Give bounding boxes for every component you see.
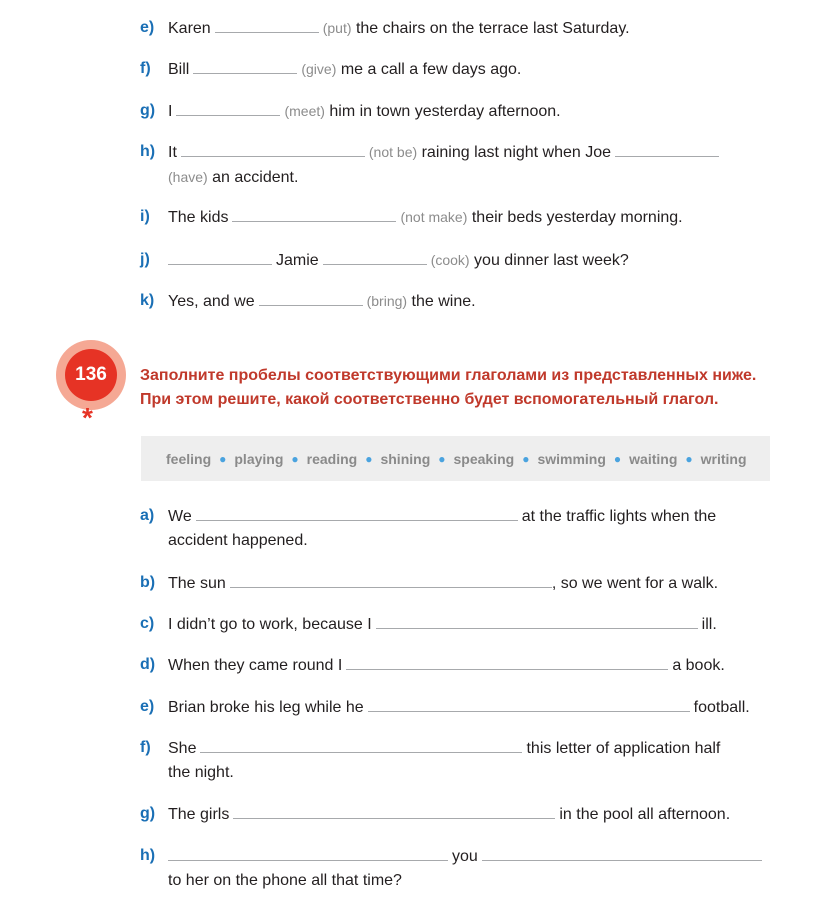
verb-hint: (not make) bbox=[400, 209, 468, 225]
item-text: raining last night when Joe bbox=[421, 144, 612, 161]
verb-hint: (put) bbox=[322, 20, 352, 36]
item-text: Brian broke his leg while he bbox=[168, 699, 364, 716]
word-bank bbox=[141, 436, 770, 481]
answer-blank[interactable] bbox=[259, 291, 363, 306]
item-text: I didn’t go to work, because I bbox=[168, 616, 372, 633]
answer-blank[interactable] bbox=[232, 207, 396, 222]
answer-blank[interactable] bbox=[176, 101, 280, 116]
item-text: Karen bbox=[168, 20, 211, 37]
item-text: you bbox=[452, 848, 478, 865]
item-label: i) bbox=[140, 208, 150, 225]
answer-blank[interactable] bbox=[200, 738, 522, 753]
word-bank-item: reading bbox=[306, 450, 358, 467]
item-text: When they came round I bbox=[168, 657, 343, 674]
item-text: It bbox=[168, 144, 177, 161]
answer-blank[interactable] bbox=[482, 846, 762, 861]
item-label: e) bbox=[140, 19, 155, 36]
item-label: j) bbox=[140, 251, 150, 268]
item-text: She bbox=[168, 740, 197, 757]
bullet-icon: ● bbox=[365, 451, 373, 466]
item-text: Jamie bbox=[276, 252, 319, 269]
answer-blank[interactable] bbox=[615, 142, 719, 157]
exercise-number: 136 bbox=[65, 349, 117, 401]
item-text: an accident. bbox=[212, 169, 299, 186]
instruction-line-2: При этом решите, какой соответственно будет вспомогательный глагол. bbox=[140, 391, 719, 408]
bullet-icon: ● bbox=[522, 451, 530, 466]
answer-blank[interactable] bbox=[215, 18, 319, 33]
item-text: accident happened. bbox=[168, 532, 308, 549]
bullet-icon: ● bbox=[219, 451, 227, 466]
answer-blank[interactable] bbox=[168, 250, 272, 265]
verb-hint: (give) bbox=[301, 61, 337, 77]
item-text: a book. bbox=[672, 657, 725, 674]
item-text: The kids bbox=[168, 209, 229, 226]
item-text: me a call a few days ago. bbox=[340, 61, 522, 78]
word-bank-item: speaking bbox=[453, 450, 515, 467]
word-bank-item: playing bbox=[234, 450, 284, 467]
answer-blank[interactable] bbox=[376, 614, 698, 629]
item-text: Yes, and we bbox=[168, 293, 255, 310]
item-label: f) bbox=[140, 60, 151, 77]
answer-blank[interactable] bbox=[323, 250, 427, 265]
item-text: you dinner last week? bbox=[474, 252, 629, 269]
verb-hint: (have) bbox=[168, 169, 208, 185]
item-label: d) bbox=[140, 656, 156, 673]
item-text: The sun bbox=[168, 575, 226, 592]
item-text: , so we went for a walk. bbox=[551, 575, 719, 592]
item-text: the wine. bbox=[411, 293, 476, 310]
difficulty-star-icon: * bbox=[82, 402, 93, 433]
item-label: g) bbox=[140, 805, 156, 822]
answer-blank[interactable] bbox=[230, 573, 552, 588]
word-bank-item: feeling bbox=[166, 450, 212, 467]
word-bank-item: waiting bbox=[629, 450, 678, 467]
item-label: b) bbox=[140, 574, 156, 591]
word-bank-item: writing bbox=[700, 450, 747, 467]
item-text: football. bbox=[693, 699, 750, 716]
item-text: the night. bbox=[168, 764, 234, 781]
item-label: e) bbox=[140, 698, 155, 715]
item-text: the chairs on the terrace last Saturday. bbox=[355, 20, 630, 37]
bullet-icon: ● bbox=[438, 451, 446, 466]
item-label: a) bbox=[140, 507, 155, 524]
verb-hint: (meet) bbox=[284, 103, 325, 119]
verb-hint: (bring) bbox=[366, 293, 408, 309]
item-label: f) bbox=[140, 739, 151, 756]
bullet-icon: ● bbox=[685, 451, 693, 466]
item-text: in the pool all afternoon. bbox=[559, 806, 731, 823]
answer-blank[interactable] bbox=[181, 142, 365, 157]
word-bank-item: shining bbox=[380, 450, 431, 467]
verb-hint: (cook) bbox=[430, 252, 470, 268]
verb-hint: (not be) bbox=[368, 144, 418, 160]
item-text: We bbox=[168, 508, 192, 525]
item-text: ill. bbox=[701, 616, 717, 633]
item-text: The girls bbox=[168, 806, 230, 823]
word-bank-item: swimming bbox=[537, 450, 606, 467]
bullet-icon: ● bbox=[291, 451, 299, 466]
answer-blank[interactable] bbox=[346, 655, 668, 670]
item-label: g) bbox=[140, 102, 156, 119]
item-label: h) bbox=[140, 847, 156, 864]
item-text: to her on the phone all that time? bbox=[168, 872, 402, 889]
item-text: their beds yesterday morning. bbox=[471, 209, 683, 226]
item-label: c) bbox=[140, 615, 155, 632]
item-text: him in town yesterday afternoon. bbox=[329, 103, 561, 120]
answer-blank[interactable] bbox=[193, 59, 297, 74]
bullet-icon: ● bbox=[613, 451, 622, 466]
item-label: k) bbox=[140, 292, 155, 309]
item-text: I bbox=[168, 103, 173, 120]
instruction-line-1: Заполните пробелы соответствующими глаголами из представленных ниже. bbox=[140, 367, 757, 384]
item-label: h) bbox=[140, 143, 156, 160]
item-text: this letter of application half bbox=[526, 740, 721, 757]
answer-blank[interactable] bbox=[368, 697, 690, 712]
answer-blank[interactable] bbox=[233, 804, 555, 819]
answer-blank[interactable] bbox=[168, 846, 448, 861]
answer-blank[interactable] bbox=[196, 506, 518, 521]
item-text: Bill bbox=[168, 61, 190, 78]
item-text: at the traffic lights when the bbox=[521, 508, 717, 525]
exercise-number-badge bbox=[56, 340, 126, 410]
